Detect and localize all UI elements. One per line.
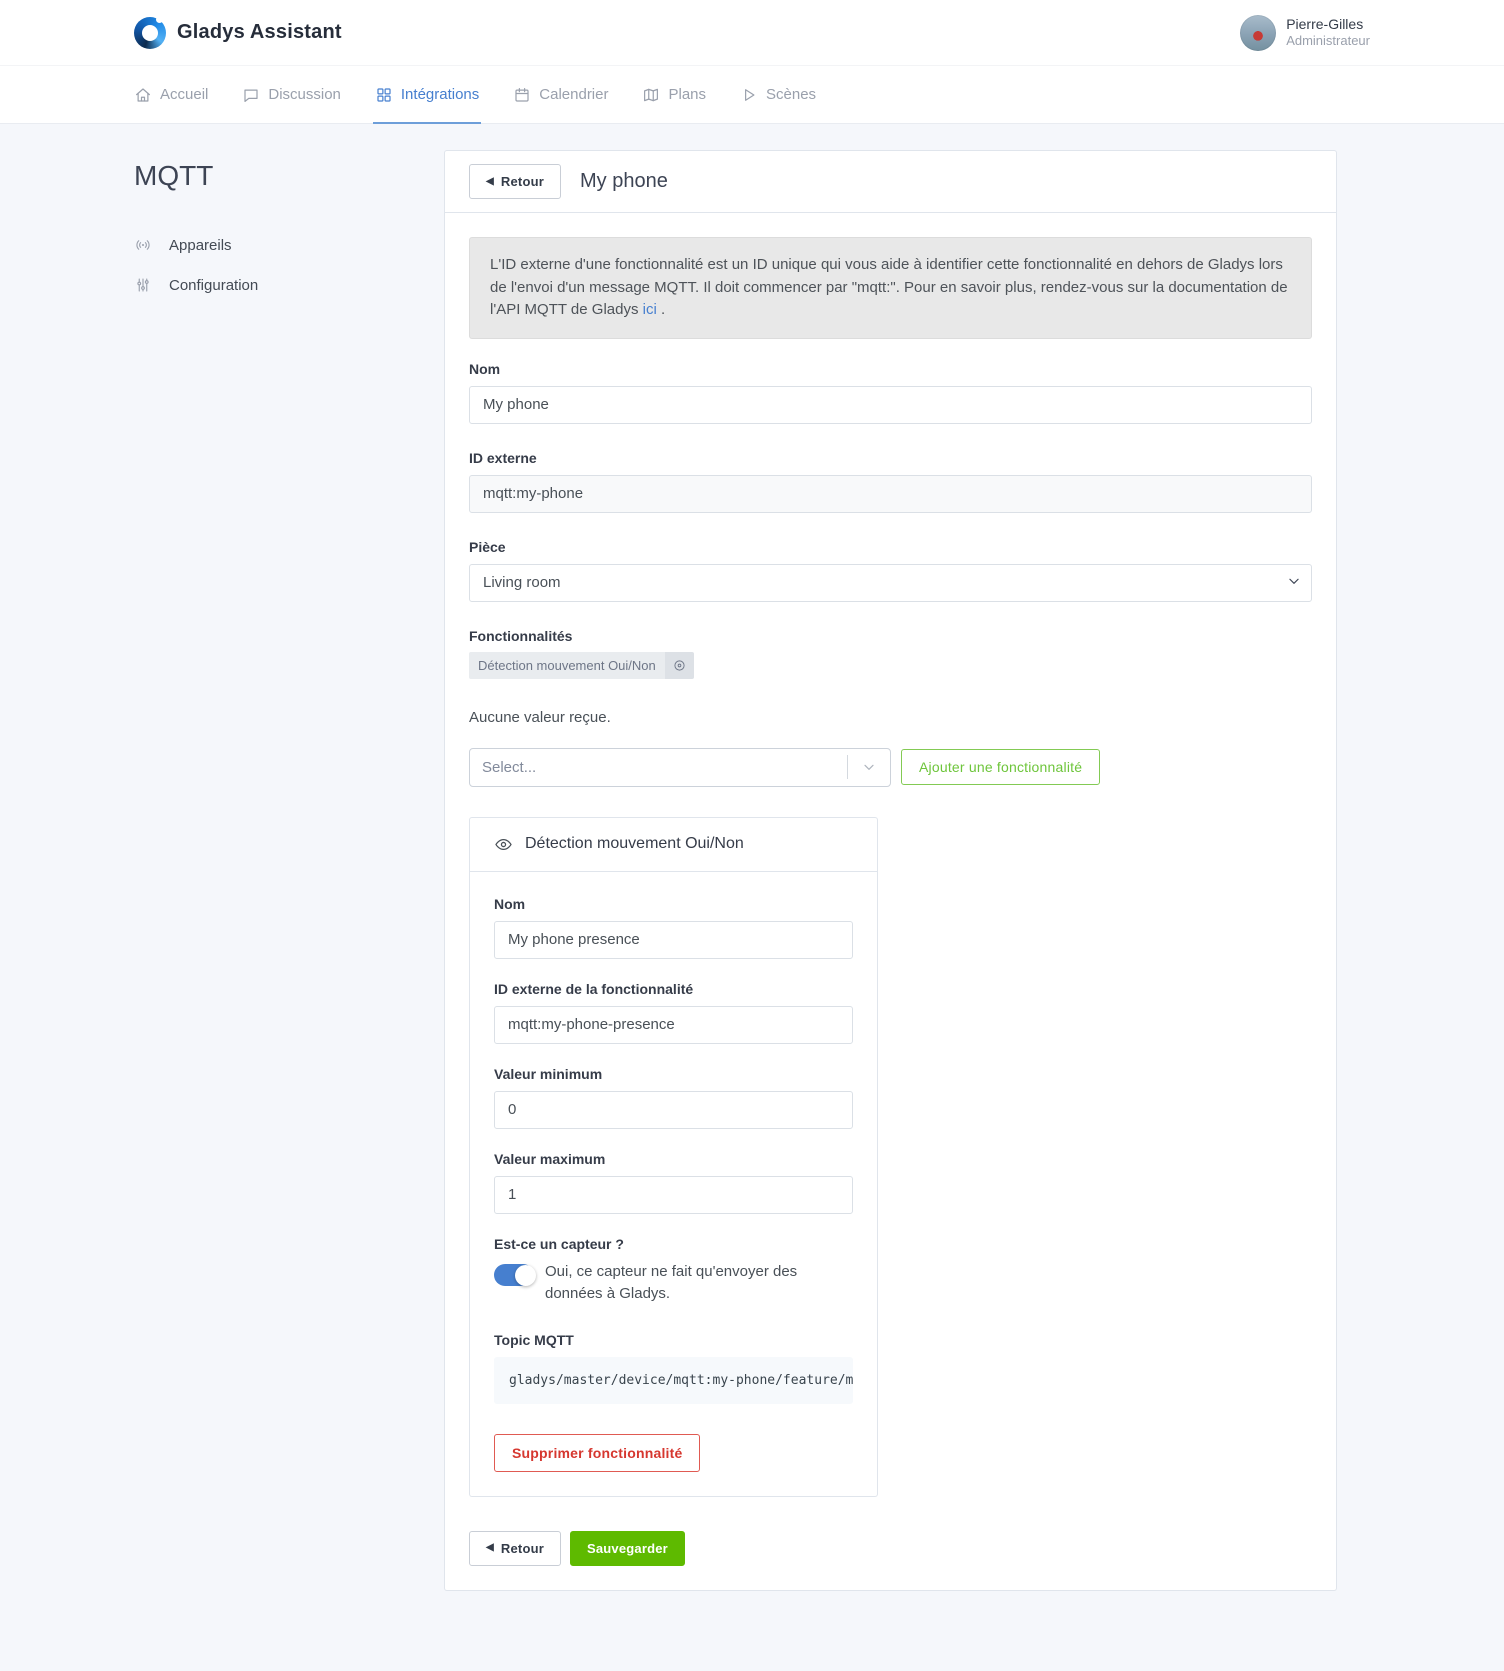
device-panel (444, 150, 1337, 1591)
nav-item-plans[interactable] (642, 66, 706, 123)
feature-card (469, 817, 878, 1497)
nav-item-scenes[interactable] (740, 66, 816, 123)
mqtt-topic-label: Topic MQTT (494, 1331, 574, 1348)
back-button-label: Retour (500, 174, 544, 189)
avatar (1240, 15, 1276, 51)
sidebar-item-configuration[interactable] (134, 276, 444, 294)
sidebar-item-label: Appareils (169, 236, 232, 254)
mqtt-topic-value: gladys/master/device/mqtt:my-phone/feature/m (494, 1357, 853, 1404)
back-icon: ◀ (486, 1542, 494, 1553)
nav-item-label: Discussion (268, 86, 341, 103)
nav-item-label: Plans (668, 86, 707, 103)
calendar-icon (513, 86, 531, 104)
min-value-input[interactable] (494, 1091, 853, 1129)
map-icon (642, 86, 660, 104)
feature-name-input[interactable] (494, 921, 853, 959)
message-icon (242, 86, 260, 104)
grid-icon (375, 86, 393, 104)
device-external-id-input (469, 475, 1312, 513)
alert-text: L'ID externe d'une fonctionnalité est un ID unique qui vous aide à identifier cette fonctionnalité en dehors de Gladys lors de l'envoi d'un message MQTT. Il doit commencer par "mqtt:". Pour en savoir plus, rendez-vous sur la documentation de l'API MQTT de Gladys (490, 256, 1288, 318)
user-menu[interactable] (1240, 15, 1370, 51)
nav-item-accueil[interactable] (134, 66, 208, 123)
app-header (0, 0, 1504, 65)
docs-link[interactable]: ici (642, 301, 657, 318)
back-icon: ◀ (486, 175, 494, 187)
feature-card-header (470, 818, 877, 872)
room-label: Pièce (469, 538, 506, 555)
sensor-question-label: Est-ce un capteur ? (494, 1235, 624, 1252)
main-nav (0, 65, 1504, 124)
back-button-bottom[interactable] (469, 1531, 561, 1566)
max-value-label: Valeur maximum (494, 1150, 606, 1167)
mqtt-sidebar (134, 150, 444, 1591)
broadcast-icon (134, 236, 152, 254)
gladys-logo-icon (134, 17, 166, 49)
feature-select-placeholder: Select... (482, 758, 537, 776)
save-button[interactable]: Sauvegarder (570, 1531, 685, 1566)
feature-card-title: Détection mouvement Oui/Non (525, 835, 744, 852)
add-feature-button[interactable]: Ajouter une fonctionnalité (901, 749, 1100, 785)
alert-text-suffix: . (656, 301, 666, 318)
nav-item-label: Intégrations (400, 86, 480, 103)
device-external-id-label: ID externe (469, 449, 537, 466)
brand[interactable] (134, 17, 342, 49)
home-icon (134, 86, 152, 104)
eye-icon (494, 835, 513, 854)
nav-item-label: Calendrier (539, 86, 609, 103)
min-value-label: Valeur minimum (494, 1065, 603, 1082)
feature-external-id-label: ID externe de la fonctionnalité (494, 980, 694, 997)
features-label: Fonctionnalités (469, 627, 573, 644)
feature-external-id-input[interactable] (494, 1006, 853, 1044)
back-button-label: Retour (500, 1540, 544, 1556)
room-select[interactable] (469, 564, 1312, 602)
info-alert (469, 237, 1312, 339)
sidebar-item-appareils[interactable] (134, 236, 444, 254)
sidebar-item-label: Configuration (169, 276, 259, 294)
device-name-label: Nom (469, 360, 501, 377)
eye-icon[interactable] (665, 652, 694, 679)
delete-feature-button[interactable]: Supprimer fonctionnalité (494, 1434, 700, 1472)
chevron-down-icon (848, 759, 890, 775)
feature-chip (469, 652, 694, 679)
feature-name-label: Nom (494, 895, 526, 912)
nav-item-calendrier[interactable] (513, 66, 608, 123)
back-button[interactable] (469, 164, 561, 199)
feature-select[interactable] (469, 748, 891, 787)
sensor-toggle-text: Oui, ce capteur ne fait qu'envoyer des données à Gladys. (545, 1262, 798, 1302)
user-role: Administrateur (1286, 33, 1370, 49)
nav-item-label: Accueil (160, 86, 209, 103)
feature-chip-label: Détection mouvement Oui/Non (469, 652, 665, 679)
device-name-input[interactable] (469, 386, 1312, 424)
no-value-text: Aucune valeur reçue. (469, 708, 611, 726)
nav-item-label: Scènes (766, 86, 817, 103)
user-name: Pierre-Gilles (1286, 15, 1364, 32)
play-icon (740, 86, 758, 104)
nav-item-integrations[interactable] (375, 66, 479, 123)
device-card-header (445, 151, 1336, 213)
app-title: Gladys Assistant (177, 21, 342, 43)
page-title: MQTT (134, 160, 214, 191)
max-value-input[interactable] (494, 1176, 853, 1214)
device-title: My phone (579, 170, 668, 192)
nav-item-discussion[interactable] (242, 66, 341, 123)
sensor-toggle[interactable] (494, 1264, 534, 1286)
sliders-icon (134, 276, 152, 294)
